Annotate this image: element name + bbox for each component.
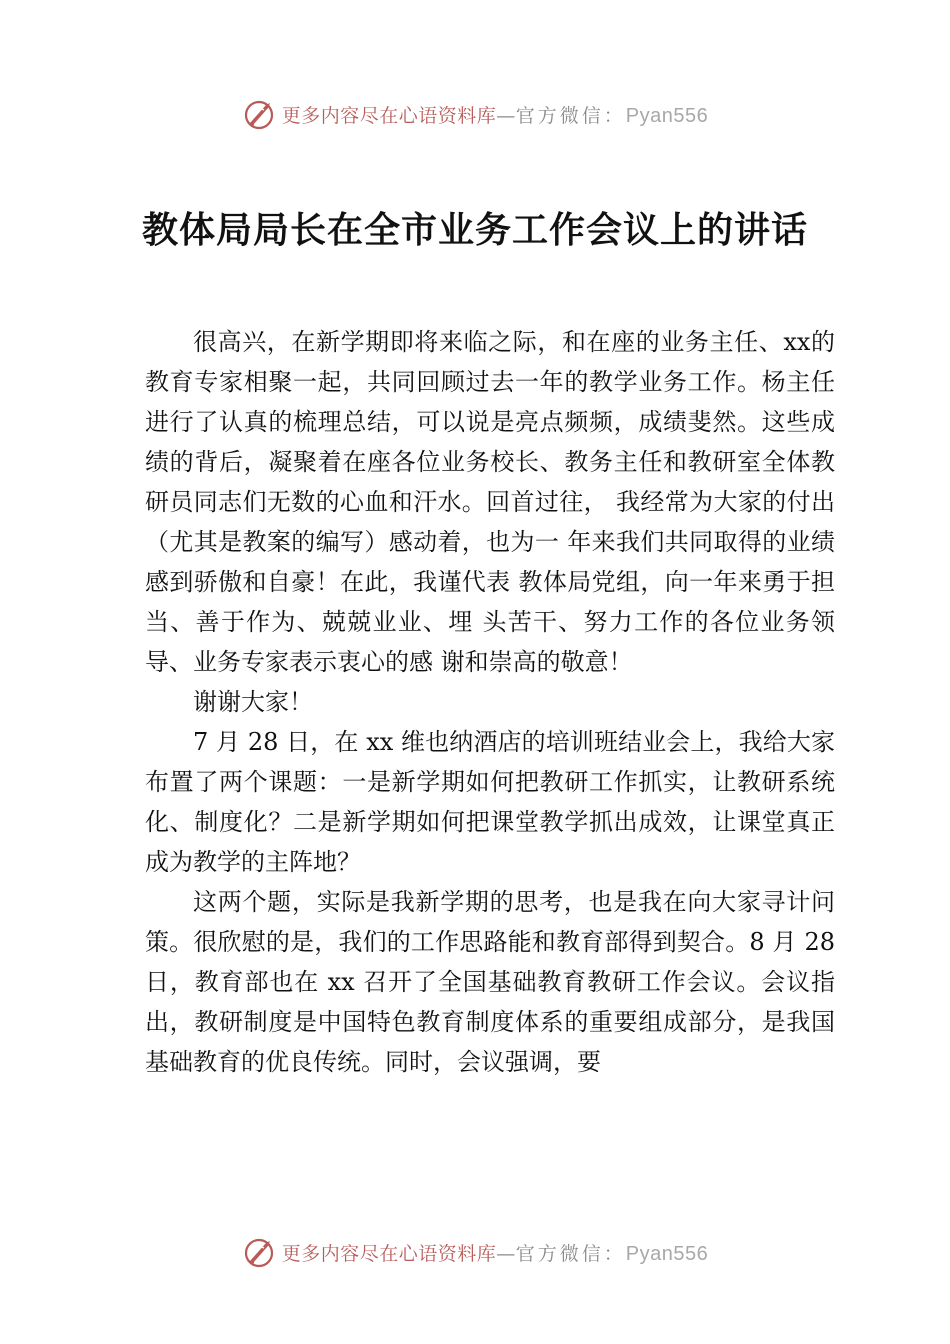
paragraph: 这两个题，实际是我新学期的思考，也是我在向大家寻计问策。很欣慰的是，我们的工作思路能和教育部得到契合。8 月 28 日，教育部也在 xx 召开了全国基础教育教研工作会议。会议指出，教研制度是中国特色教育制度体系的重要组成部分，是我国基础教育的优良传统。同时，会议强调，要 bbox=[145, 888, 835, 1076]
paragraph: 7 月 28 日，在 xx 维也纳酒店的培训班结业会上，我给大家布置了两个课题：一是新学期如何把教研工作抓实，让教研系统化、制度化？二是新学期如何把课堂教学抓出成效，让课堂真正成为教学的主阵地？ bbox=[145, 728, 835, 876]
quill-logo-icon bbox=[242, 1235, 276, 1269]
banner-prefix: 更多内容尽在心语资料库 bbox=[281, 1242, 497, 1265]
banner-separator: — bbox=[496, 1242, 516, 1265]
paragraph: 谢谢大家！ bbox=[193, 688, 313, 716]
banner-prefix: 更多内容尽在心语资料库 bbox=[281, 104, 497, 127]
banner-wechat-label: 官方微信： bbox=[515, 104, 626, 127]
banner-separator: — bbox=[496, 104, 516, 127]
banner-text bbox=[282, 101, 709, 128]
banner-wechat-label: 官方微信： bbox=[515, 1242, 626, 1265]
banner-wechat-id: Pyan556 bbox=[625, 104, 709, 127]
banner-text bbox=[282, 1239, 709, 1266]
document-title: 教体局局长在全市业务工作会议上的讲话 bbox=[141, 209, 808, 251]
document-body bbox=[145, 322, 835, 1082]
footer-banner bbox=[0, 1232, 950, 1272]
paragraph: 很高兴，在新学期即将来临之际，和在座的业务主任、xx的教育专家相聚一起，共同回顾过去一年的教学业务工作。杨主任进行了认真的梳理总结，可以说是亮点频频，成绩斐然。这些成绩的背后，凝聚着在座各位业务校长、教务主任和教研室全体教研员同志们无数的心血和汗水。回首过往， 我经常为大家的付出（尤其是教案的编写）感动着，也为一 年来我们共同取得的业绩感到骄傲和自豪！在此，我谨代表 教体局党组，向一年来勇于担当、善于作为、兢兢业业、埋 头苦干、努力工作的各位业务领导、业务专家表示衷心的感 谢和崇高的敬意！ bbox=[145, 328, 835, 676]
quill-logo-icon bbox=[242, 97, 276, 131]
banner-wechat-id: Pyan556 bbox=[625, 1242, 709, 1265]
header-banner bbox=[0, 94, 950, 134]
